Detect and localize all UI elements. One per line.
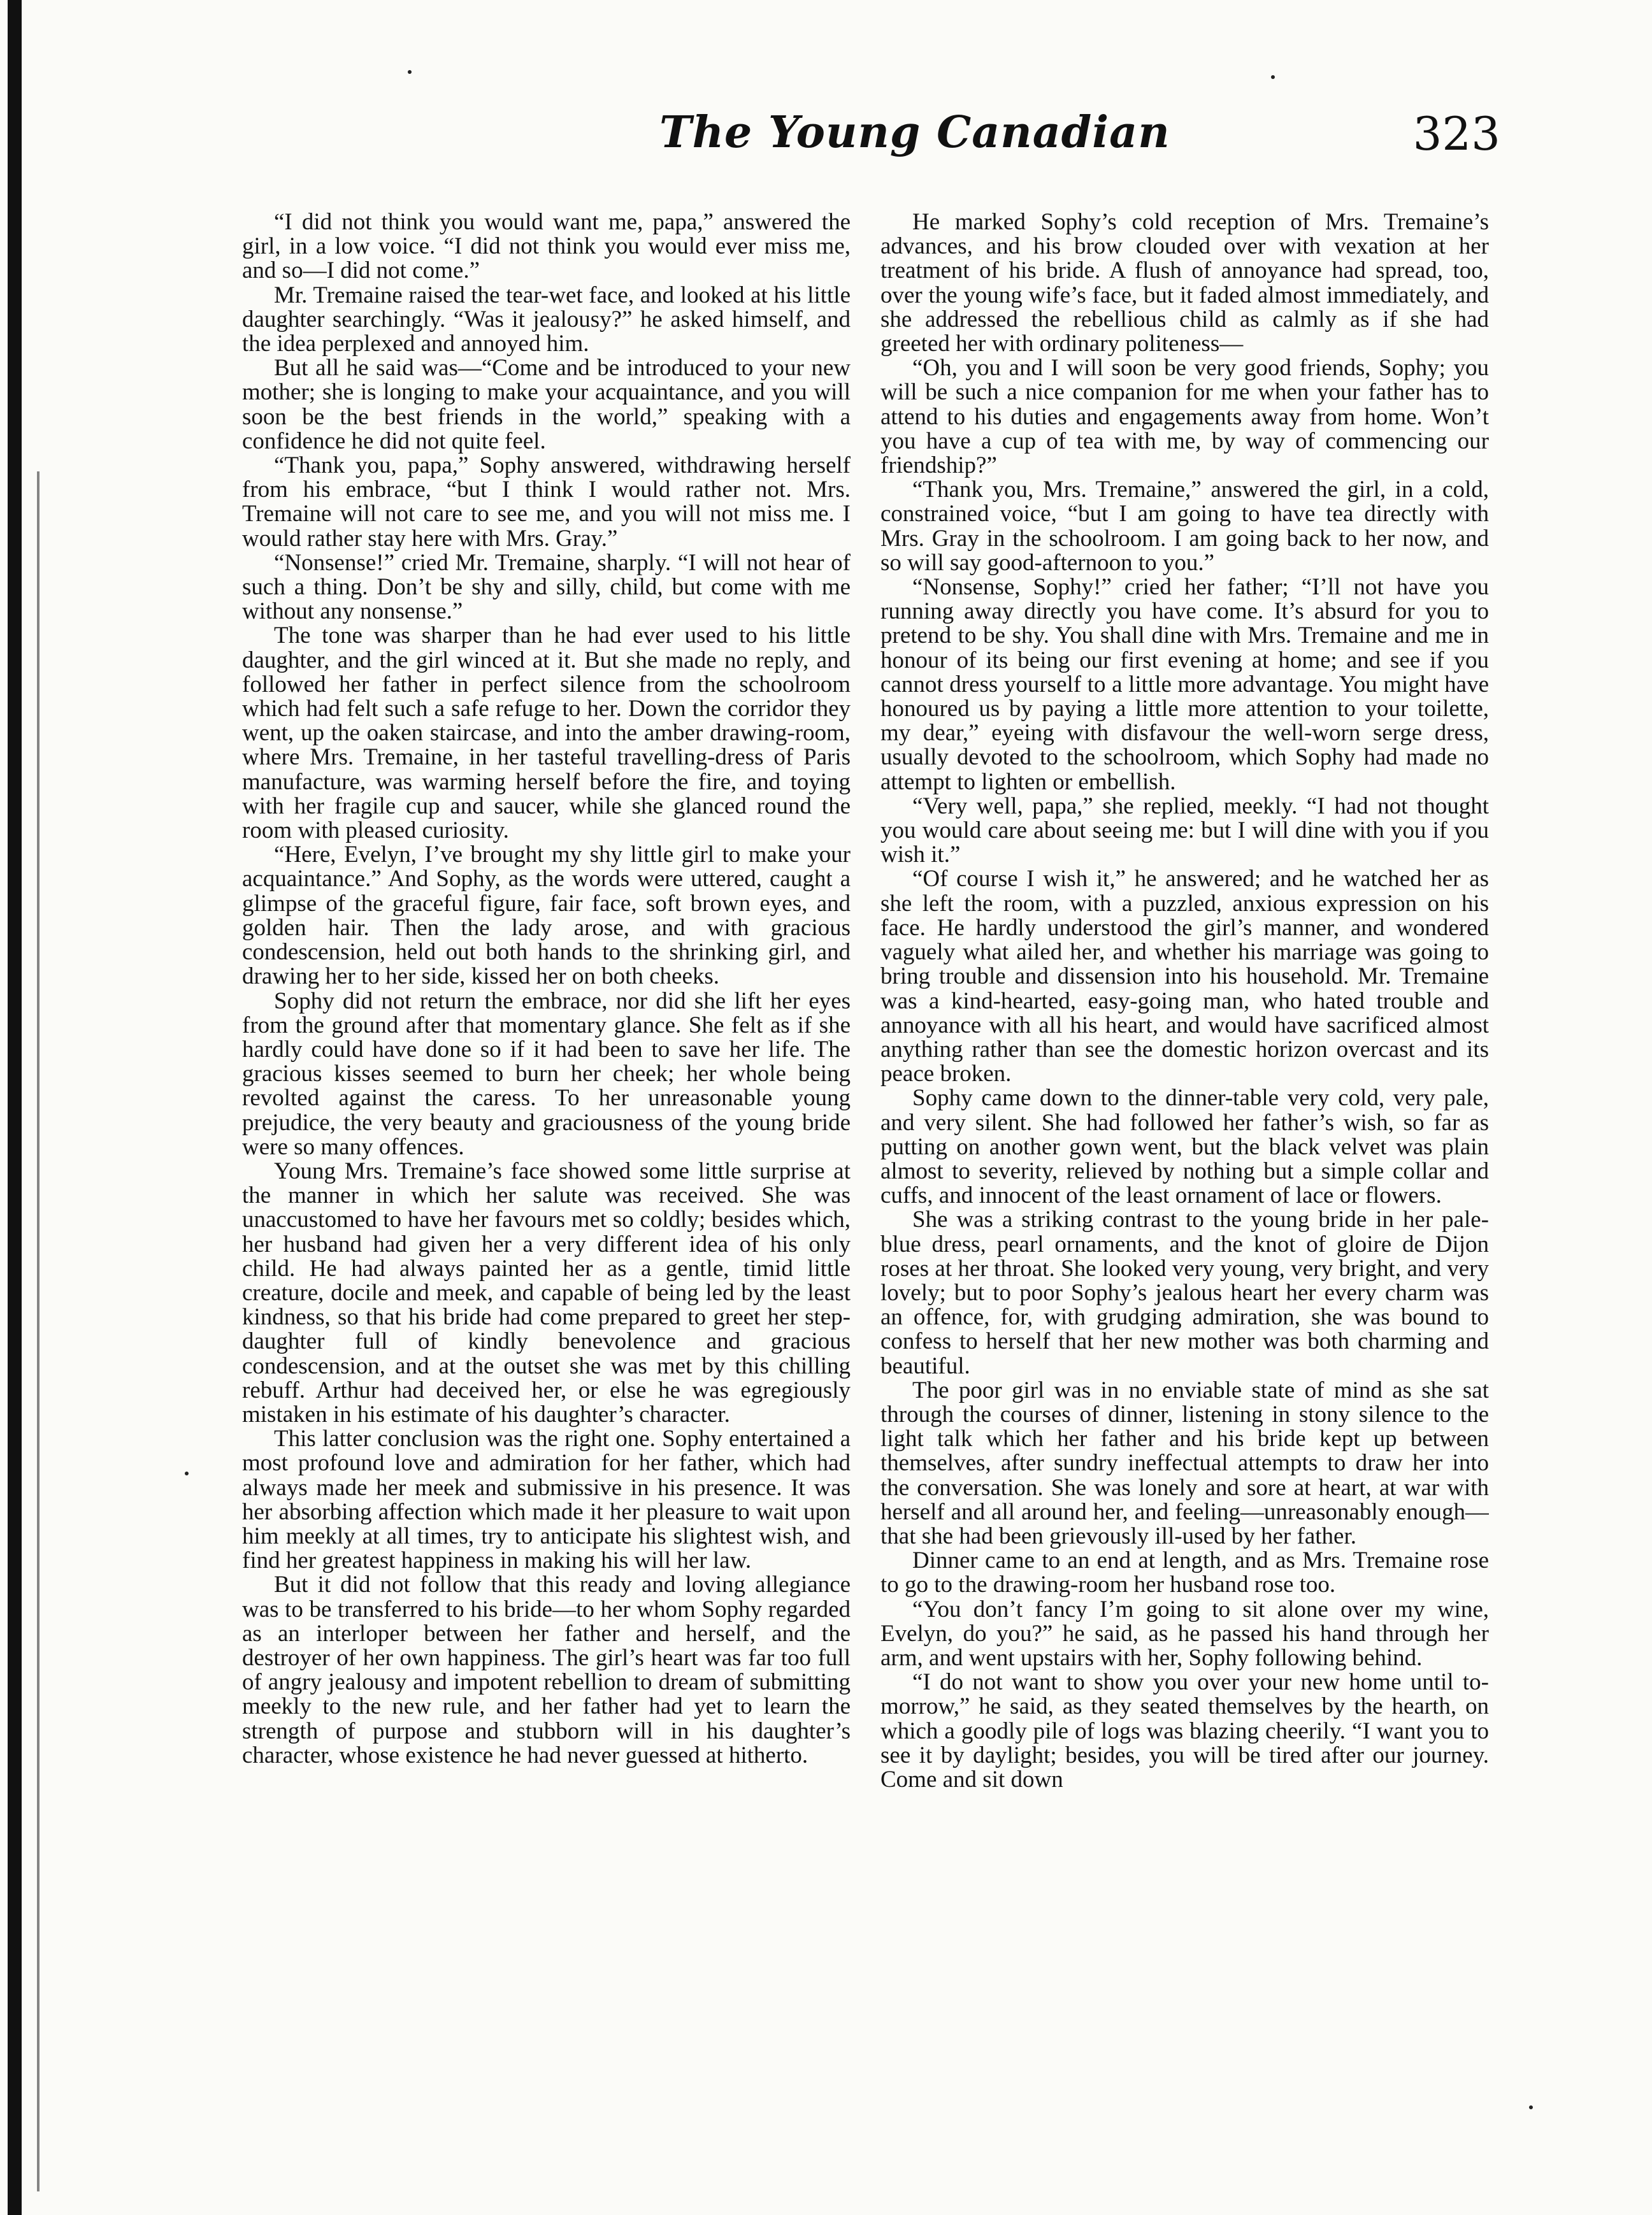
paragraph: Sophy came down to the dinner-table very cold, very pale, and very silent. She had followed her father’s wish, so far as putting on another gown went, but the black velvet was plain almost to severity, relieved by nothing but a simple collar and cuffs, and innocent of the least ornament of lace or flowers. — [880, 1085, 1489, 1209]
paragraph: “Here, Evelyn, I’ve brought my shy little girl to make your acquaintance.” And Sophy, as the words were uttered, caught a glimpse of the graceful figure, fair face, soft brown eyes, and golden hair. Then the lady arose, and with gracious condescension, held out both hands to the shrinking girl, and drawing her to her side, kissed her on both cheeks. — [242, 842, 851, 990]
paragraph: “Thank you, Mrs. Tremaine,” answered the girl, in a cold, constrained voice, “but I am going to have tea directly with Mrs. Gray in the schoolroom. I am going back to her now, and so will say good-afternoon to you.” — [880, 477, 1489, 576]
paragraph: Mr. Tremaine raised the tear-wet face, and looked at his little daughter searchingly. “Was it jealousy?” he asked himself, and the idea perplexed and annoyed him. — [242, 282, 851, 357]
paragraph: But it did not follow that this ready and loving allegiance was to be transferred to his bride—to her whom Sophy regarded as an interloper between her father and herself, and the destroyer of her own happiness. The girl’s heart was far too full of angry jealousy and impotent rebellion to dream of submitting meekly to the new rule, and her father had yet to learn the strength of purpose and stubborn will in his daughter’s character, whose existence he had never guessed at hitherto. — [242, 1572, 851, 1768]
running-title: The Young Canadian — [659, 107, 1170, 158]
print-speck — [1529, 2105, 1533, 2109]
paragraph: Dinner came to an end at length, and as Mrs. Tremaine rose to go to the drawing-room her husband rose too. — [880, 1547, 1489, 1598]
paragraph: “You don’t fancy I’m going to sit alone over my wine, Evelyn, do you?” he said, as he passed his hand through her arm, and went upstairs with her, Sophy following behind. — [880, 1596, 1489, 1671]
paragraph: “Oh, you and I will soon be very good friends, Sophy; you will be such a nice companion for me when your father has to attend to his duties and engagements away from home. Won’t you have a cup of tea with me, by way of commencing our friendship?” — [880, 355, 1489, 479]
paragraph: This latter conclusion was the right one. Sophy entertained a most profound love and admiration for her father, which had always made her meek and submissive in his presence. It was her absorbing affection which made it her pleasure to wait upon him meekly at all times, try to anticipate his slightest wish, and find her greatest happiness in making his will her law. — [242, 1426, 851, 1574]
paragraph: The poor girl was in no enviable state of mind as she sat through the courses of dinner, listening in stony silence to the light talk which her father and his bride kept up between themselves, after sundry ineffectual attempts to draw her into the conversation. She was lonely and sore at heart, at war with herself and all around her, and feeling—unreasonably enough—that she had been grievously ill-used by her father. — [880, 1377, 1489, 1549]
paragraph: “I do not want to show you over your new home until to-morrow,” he said, as they seated themselves by the hearth, on which a goodly pile of logs was blazing cheerily. “I want you to see it by daylight; besides, you will be tired after our journey. Come and sit down — [880, 1669, 1489, 1793]
print-speck — [1271, 75, 1275, 79]
paragraph: “Of course I wish it,” he answered; and he watched her as she left the room, with a puzzled, anxious expression on his face. He hardly understood the girl’s manner, and wondered vaguely what ailed her, and whether his marriage was going to bring trouble and dissension into his household. Mr. Tremaine was a kind-hearted, easy-going man, who hated trouble and annoyance with all his heart, and would have sacrificed almost anything rather than see the domestic horizon overcast and its peace broken. — [880, 866, 1489, 1087]
right-column — [880, 210, 1489, 2134]
paragraph: “Very well, papa,” she replied, meekly. “I had not thought you would care about seeing me: but I will dine with you if you wish it.” — [880, 792, 1489, 868]
paragraph: “I did not think you would want me, papa,” answered the girl, in a low voice. “I did not think you would ever miss me, and so—I did not come.” — [242, 210, 851, 284]
paragraph: “Nonsense!” cried Mr. Tremaine, sharply. “I will not hear of such a thing. Don’t be shy and silly, child, but come with me without any nonsense.” — [242, 549, 851, 625]
paragraph: “Thank you, papa,” Sophy answered, withdrawing herself from his embrace, “but I think I would rather not. Mrs. Tremaine will not care to see me, and you will not miss me. I would rather stay here with Mrs. Gray.” — [242, 452, 851, 552]
binding-edge — [8, 0, 22, 2215]
paragraph: The tone was sharper than he had ever used to his little daughter, and the girl winced at it. But she made no reply, and followed her father in perfect silence from the schoolroom which had felt such a safe refuge to her. Down the corridor they went, up the oaken staircase, and into the amber drawing-room, where Mrs. Tremaine, in her tasteful travelling-dress of Paris manufacture, was warming herself before the fire, and toying with her fragile cup and saucer, while she glanced round the room with pleased curiosity. — [242, 622, 851, 844]
paragraph: Sophy did not return the embrace, nor did she lift her eyes from the ground after that momentary glance. She felt as if she hardly could have done so if it had been to save her life. The gracious kisses seemed to burn her cheek; her whole being revolted against the caress. To her unreasonable young prejudice, the very beauty and graciousness of the young bride were so many offences. — [242, 987, 851, 1160]
print-speck — [408, 70, 412, 74]
paragraph: But all he said was—“Come and be introduced to your new mother; she is longing to make your acquaintance, and you will soon be the best friends in the world,” speaking with a confidence he did not quite feel. — [242, 355, 851, 454]
left-column — [242, 210, 851, 2134]
paragraph: She was a striking contrast to the young bride in her pale-blue dress, pearl ornaments, and the knot of gloire de Dijon roses at her throat. She looked very young, very bright, and very lovely; but to poor Sophy’s jealous heart her every charm was an offence, for, with grudging admiration, she was bound to confess to herself that her new mother was both charming and beautiful. — [880, 1207, 1489, 1379]
page-number: 323 — [1412, 107, 1500, 161]
paragraph: “Nonsense, Sophy!” cried her father; “I’ll not have you running away directly you have come. It’s absurd for you to pretend to be shy. You shall dine with Mrs. Tremaine and me in honour of its being our first evening at home; and see if you cannot dress yourself to a little more advantage. You might have honoured us by paying a little more attention to your toilette, my dear,” eyeing with disfavour the well-worn serge dress, usually devoted to the schoolroom, which Sophy had made no attempt to lighten or embellish. — [880, 574, 1489, 795]
paragraph: Young Mrs. Tremaine’s face showed some little surprise at the manner in which her salute was received. She was unaccustomed to have her favours met so coldly; besides which, her husband had given her a very different idea of his only child. He had always painted her as a gentle, timid little creature, docile and meek, and capable of being led by the least kindness, so that his bride had come prepared to greet her step-daughter full of kindly benevolence and gracious condescension, and at the outset she was met by this chilling rebuff. Arthur had deceived her, or else he was egregiously mistaken in his estimate of his daughter’s character. — [242, 1158, 851, 1428]
print-speck — [185, 1472, 189, 1475]
binding-shadow — [37, 471, 40, 2191]
paragraph: He marked Sophy’s cold reception of Mrs. Tremaine’s advances, and his brow clouded over with vexation at her treatment of his bride. A flush of annoyance had spread, too, over the young wife’s face, but it faded almost immediately, and she addressed the rebellious child as calmly as if she had greeted her with ordinary politeness— — [880, 210, 1489, 357]
